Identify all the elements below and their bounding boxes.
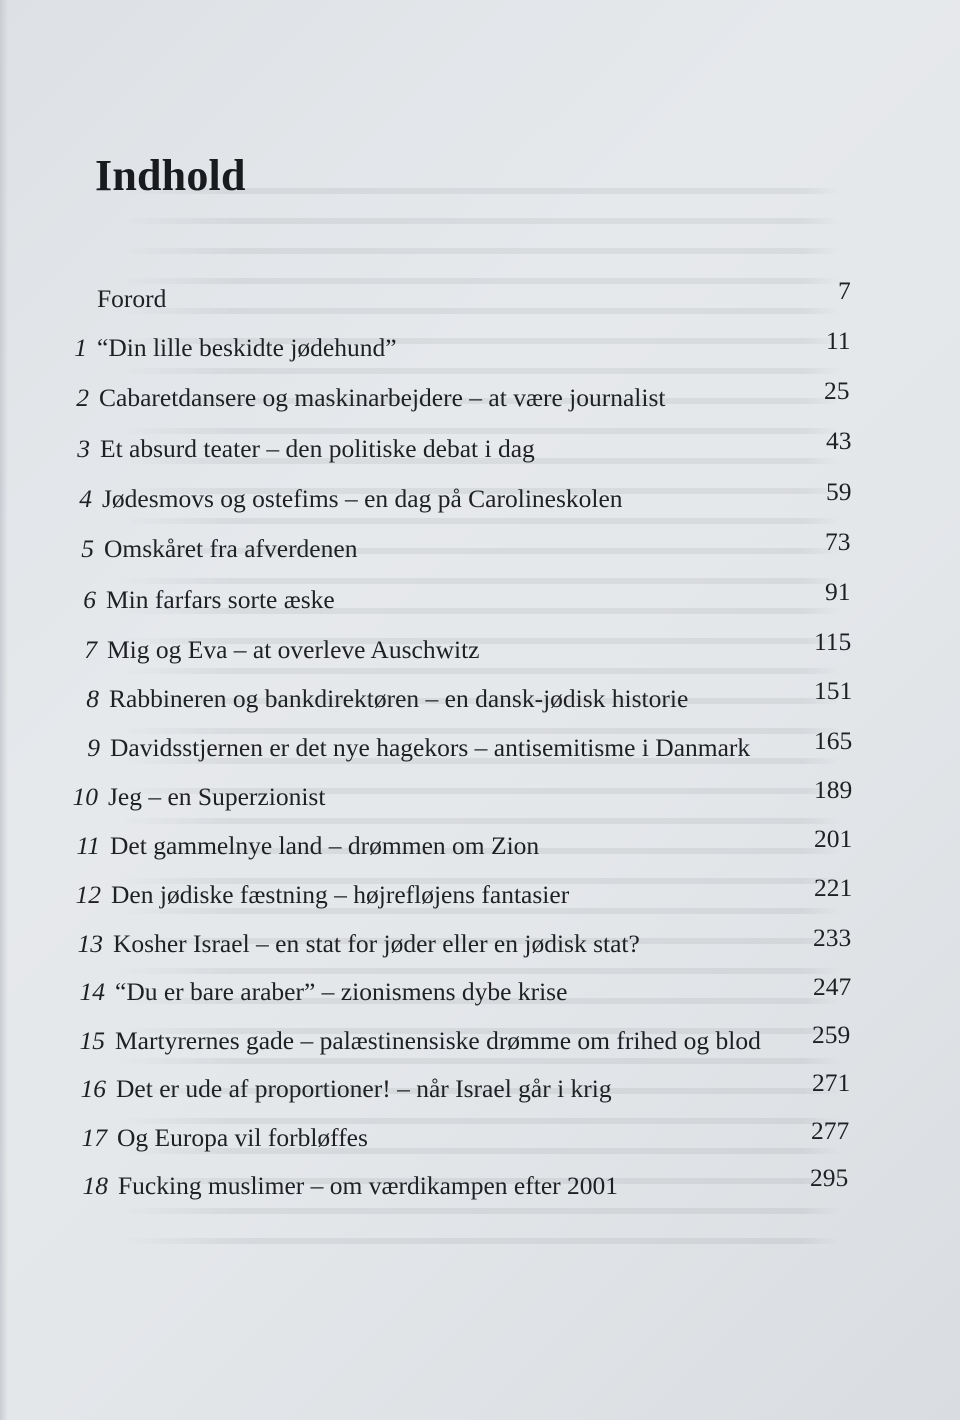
chapter-number: 12: [75, 880, 101, 909]
toc-entry: [79, 972, 568, 1012]
chapter-title: Rabbineren og bankdirektøren – en dansk-jødisk historie: [109, 684, 689, 713]
page-number: 277: [811, 1116, 850, 1145]
chapter-title: Mig og Eva – at overleve Auschwitz: [107, 635, 480, 664]
chapter-title: Det gammelnye land – drømmen om Zion: [110, 831, 540, 860]
toc-entry: [87, 728, 751, 768]
page-number: 73: [825, 527, 851, 556]
toc-entry: [76, 378, 666, 418]
toc-entry: [77, 429, 535, 469]
chapter-title: Fucking muslimer – om værdikampen efter 2001: [118, 1171, 619, 1200]
chapter-title: Jeg – en Superzionist: [108, 782, 326, 811]
toc-entry: [74, 328, 397, 368]
chapter-number: 3: [77, 434, 90, 463]
chapter-number: 10: [72, 782, 98, 811]
chapter-title: Forord: [97, 284, 167, 313]
page-number: 201: [814, 824, 853, 853]
toc-entry: [75, 875, 570, 915]
toc-entry: [80, 1069, 612, 1109]
chapter-number: 18: [82, 1171, 108, 1200]
chapter-title: Kosher Israel – en stat for jøder eller en jødisk stat?: [113, 929, 640, 958]
chapter-number: 6: [83, 585, 96, 614]
page-number: 189: [814, 775, 853, 804]
chapter-number: 4: [79, 484, 92, 513]
toc-entry: [77, 924, 640, 964]
page-number: 59: [826, 477, 852, 506]
page-number: 259: [812, 1020, 851, 1049]
page-number: 151: [814, 676, 853, 705]
page-number: 11: [826, 326, 851, 355]
chapter-title: Et absurd teater – den politiske debat i dag: [100, 434, 535, 463]
toc-entry: [97, 279, 166, 319]
chapter-number: 1: [74, 333, 87, 362]
page-number: 271: [812, 1068, 851, 1097]
page-title: Indhold: [95, 151, 246, 200]
page-number: 43: [826, 426, 852, 455]
chapter-title: Og Europa vil forbløffes: [117, 1123, 368, 1152]
chapter-number: 7: [84, 635, 97, 664]
chapter-number: 11: [76, 831, 100, 860]
page-number: 115: [814, 627, 852, 656]
toc-entry: [79, 1021, 761, 1061]
toc-entry: [76, 826, 540, 866]
chapter-title: Omskåret fra afverdenen: [104, 534, 358, 563]
page-number: 233: [813, 923, 852, 952]
toc-entry: [79, 479, 623, 519]
chapter-number: 16: [80, 1074, 106, 1103]
page-number: 221: [814, 873, 853, 902]
page-number: 295: [810, 1163, 849, 1192]
chapter-number: 14: [79, 977, 105, 1006]
toc-entry: [72, 777, 326, 817]
toc-entry: [86, 679, 689, 719]
toc-entry: [84, 630, 480, 670]
chapter-number: 8: [86, 684, 99, 713]
toc-entry: [81, 1118, 368, 1158]
chapter-number: 15: [79, 1026, 105, 1055]
chapter-number: 13: [77, 929, 103, 958]
page-number: 91: [825, 577, 851, 606]
chapter-title: Den jødiske fæstning – højrefløjens fantasier: [111, 880, 570, 909]
toc-entry: [83, 580, 335, 620]
chapter-number: 17: [81, 1123, 107, 1152]
page-number: 247: [813, 972, 852, 1001]
toc-entry: [82, 1166, 619, 1206]
page-number: 25: [824, 376, 850, 405]
chapter-title: Det er ude af proportioner! – når Israel går i krig: [116, 1074, 612, 1103]
chapter-number: 5: [81, 534, 94, 563]
toc-entry: [81, 529, 358, 569]
chapter-number: 9: [87, 733, 100, 762]
chapter-number: 2: [76, 383, 89, 412]
chapter-title: Cabaretdansere og maskinarbejdere – at være journalist: [99, 383, 666, 412]
chapter-title: Davidsstjernen er det nye hagekors – antisemitisme i Danmark: [110, 733, 751, 762]
chapter-title: “Din lille beskidte jødehund”: [97, 333, 397, 362]
page-number: 165: [814, 726, 853, 755]
chapter-title: “Du er bare araber” – zionismens dybe krise: [115, 977, 568, 1006]
chapter-title: Min farfars sorte æske: [106, 585, 335, 614]
page-number: 7: [838, 276, 851, 305]
chapter-title: Jødesmovs og ostefims – en dag på Carolineskolen: [102, 484, 623, 513]
chapter-title: Martyrernes gade – palæstinensiske drømme om frihed og blod: [115, 1026, 761, 1055]
